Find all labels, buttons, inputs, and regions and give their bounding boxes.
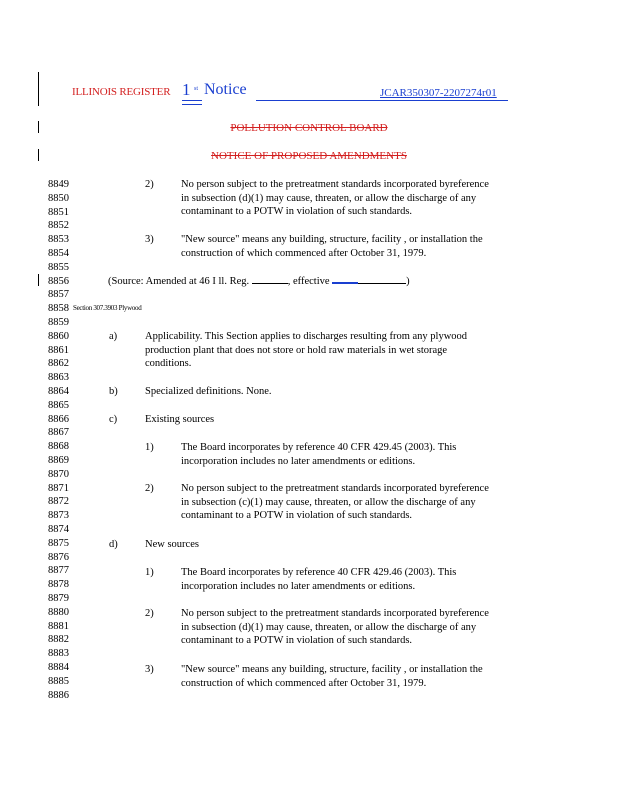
header-underline [182,100,202,101]
line-number: 8862 [48,358,69,370]
item-number: c) [109,414,118,425]
line-number: 8868 [48,441,69,453]
item-number: 2) [145,179,154,190]
line-number: 8885 [48,675,69,687]
line-number: 8873 [48,510,69,522]
source-note: (Source: Amended at 46 I ll. Reg. , effective ) [108,276,410,287]
line-number: 8857 [48,289,69,301]
line-number: 8858 [48,303,69,315]
line-number: 8861 [48,344,69,356]
item-number: 1) [145,567,154,578]
item-number: a) [109,331,118,342]
line-number: 8870 [48,468,69,480]
line-number: 8867 [48,427,69,439]
notice-label: Notice [204,81,247,98]
blank-line [332,274,406,284]
line-number: 8878 [48,579,69,591]
paragraph: "New source" means any building, structure, facility , or installation the construction of which commenced after October 31, 1979. [181,234,483,259]
change-bar [38,274,39,286]
paragraph: Applicability. This Section applies to discharges resulting from any plywood production plant that does not store or hold raw materials in wet storage conditions. [145,331,468,370]
item-number: 1) [145,442,154,453]
paragraph: The Board incorporates by reference 40 CFR 429.45 (2003). This incorporation includes no later amendments or editions. [181,442,457,467]
line-number: 8854 [48,248,69,259]
line-number: 8886 [48,689,69,701]
line-number: 8855 [48,261,69,273]
line-number: 8869 [48,455,69,466]
paragraph: The Board incorporates by reference 40 CFR 429.46 (2003). This incorporation includes no later amendments or editions. [181,567,457,592]
item-number: 2) [145,483,154,494]
paragraph: No person subject to the pretreatment standards incorporated byreference in subsection (d)(1) may cause, threaten, or allow the discharge of any contaminant to a POTW in violation of such standards. [181,608,489,647]
line-number: 8853 [48,234,69,246]
line-number: 8864 [48,386,69,397]
line-number: 8876 [48,551,69,563]
line-number: 8871 [48,482,69,494]
line-number: 8884 [48,662,69,673]
page-number-suffix: st [194,86,199,92]
paragraph: Specialized definitions. None. [145,386,272,397]
paragraph: "New source" means any building, structure, facility , or installation the construction of which commenced after October 31, 1979. [181,664,483,689]
line-number: 8880 [48,606,69,618]
line-number: 8866 [48,413,69,425]
blank-line [252,274,288,284]
line-number: 8860 [48,330,69,342]
paragraph: New sources [145,539,199,550]
item-number: 2) [145,608,154,619]
line-number: 8863 [48,372,69,384]
line-number: 8879 [48,593,69,604]
section-heading: Section 307.3903 Plywood [73,304,142,312]
paragraph: No person subject to the pretreatment standards incorporated byreference in subsection (d)(1) may cause, threaten, or allow the discharge of any contaminant to a POTW in violation of such standards. [181,179,489,218]
line-number: 8881 [48,620,69,632]
register-label: ILLINOIS REGISTER [72,86,171,98]
board-title: POLLUTION CONTROL BOARD [230,122,388,134]
header-underline [182,104,202,105]
jcar-code: JCAR350307-2207274r01 [380,87,497,99]
header-rule [256,100,508,101]
line-number: 8856 [48,275,69,287]
item-number: b) [109,386,118,397]
line-number: 8851 [48,206,69,218]
line-number: 8852 [48,220,69,232]
item-number: d) [109,539,118,550]
item-number: 3) [145,234,154,245]
item-number: 3) [145,664,154,675]
line-number: 8865 [48,399,69,411]
line-number: 8850 [48,192,69,204]
paragraph: No person subject to the pretreatment standards incorporated byreference in subsection (c)(1) may cause, threaten, or allow the discharge of any contaminant to a POTW in violation of such standards. [181,483,489,522]
paragraph: Existing sources [145,414,215,425]
line-number: 8859 [48,317,69,328]
line-number: 8883 [48,648,69,660]
line-number: 8877 [48,565,69,577]
change-bar [38,72,39,106]
line-number: 8874 [48,524,69,535]
line-number: 8882 [48,634,69,646]
page-number: 1 [182,80,191,99]
line-number: 8872 [48,496,69,508]
line-number: 8875 [48,537,69,549]
line-number: 8849 [48,179,69,190]
notice-title: NOTICE OF PROPOSED AMENDMENTS [211,150,407,162]
